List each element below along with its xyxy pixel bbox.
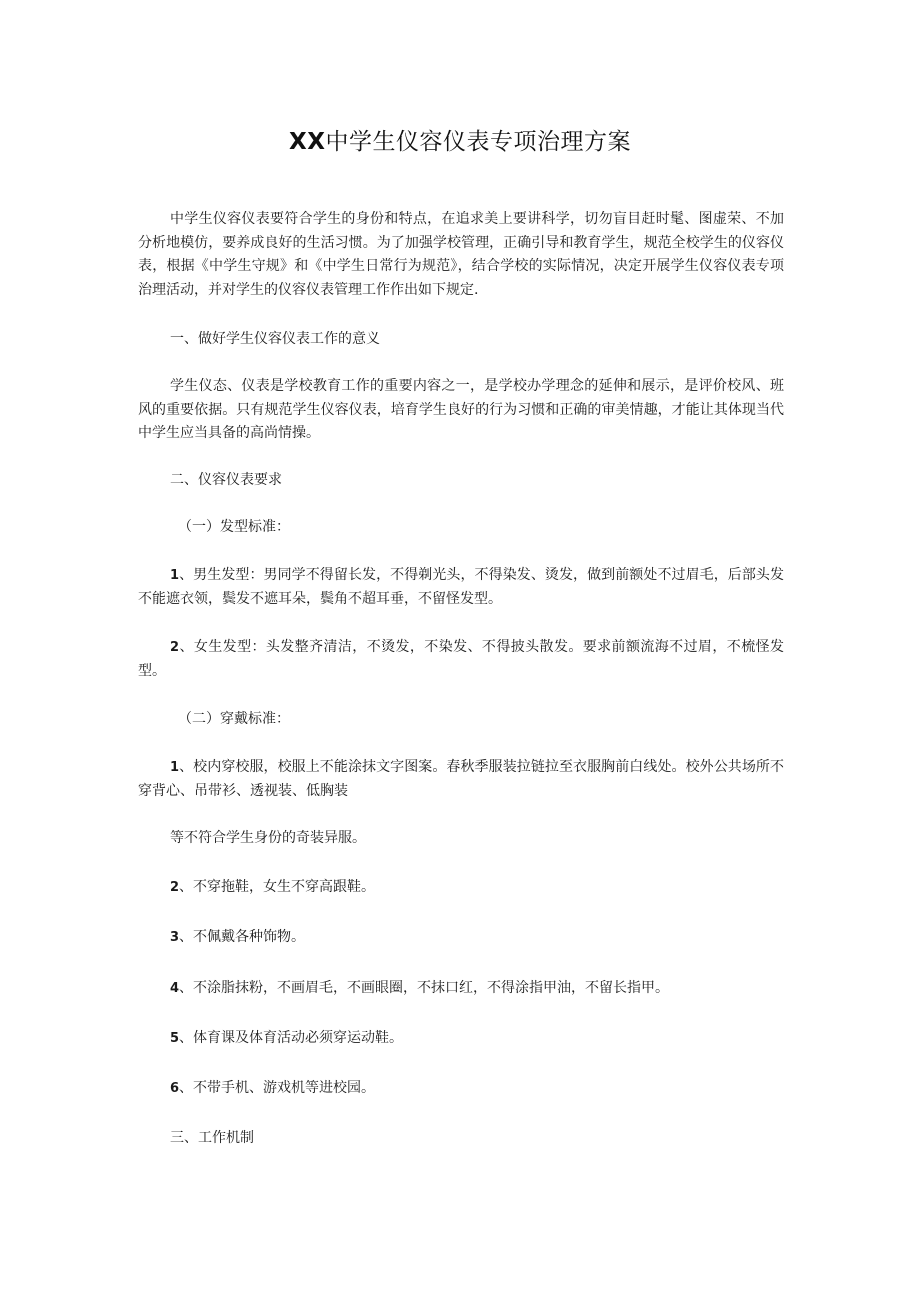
section2-heading: 二、仪容仪表要求	[170, 472, 282, 488]
dress-item-6	[170, 1077, 375, 1101]
item-number: 5	[170, 1031, 180, 1046]
section1-heading: 一、做好学生仪容仪表工作的意义	[170, 331, 380, 347]
item-text: 、校内穿校服，校服上不能涂抹文字图案。春秋季服装拉链拉至衣服胸前白线处。校外公共场所不穿背心、吊带衫、透视装、低胸装	[138, 759, 784, 799]
item-number: 1	[170, 760, 180, 775]
sub1-heading: （一）发型标准：	[178, 519, 290, 535]
item-text: 、不涂脂抹粉，不画眉毛，不画眼圈，不抹口红，不得涂指甲油，不留长指甲。	[179, 980, 670, 996]
hair-item-1	[138, 564, 784, 611]
item-number: 6	[170, 1081, 180, 1096]
dress-item-4	[170, 977, 669, 1001]
item-text: 、不佩戴各种饰物。	[179, 929, 306, 945]
dress-item-1-continued: 等不符合学生身份的奇装异服。	[170, 830, 366, 846]
item-number: 2	[170, 880, 180, 895]
document-title	[0, 126, 920, 158]
item-number: 2	[170, 640, 180, 655]
dress-item-5	[170, 1027, 403, 1051]
item-text: 、不穿拖鞋，女生不穿高跟鞋。	[179, 879, 376, 895]
intro-paragraph: 中学生仪容仪表要符合学生的身份和特点，在追求美上要讲科学，切勿盲目赶时髦、图虚荣、不加分析地模仿，要养成良好的生活习惯。为了加强学校管理，正确引导和教育学生，规范全校学生的仪容仪表，根据《中学生守规》和《中学生日常行为规范》，结合学校的实际情况，决定开展学生仪容仪表专项治理活动，并对学生的仪容仪表管理工作作出如下规定.	[138, 211, 784, 298]
item-text: 、体育课及体育活动必须穿运动鞋。	[179, 1030, 404, 1046]
item-text: 、男生发型：男同学不得留长发，不得剃光头，不得染发、烫发，做到前额处不过眉毛，后部头发不能遮衣领，鬓发不遮耳朵，鬓角不超耳垂，不留怪发型。	[138, 567, 784, 607]
dress-item-1	[138, 756, 784, 803]
title-main: 中学生仪容仪表专项治理方案	[325, 129, 631, 155]
item-text: 、不带手机、游戏机等进校园。	[179, 1080, 376, 1096]
item-number: 3	[170, 930, 180, 945]
sub2-heading: （二）穿戴标准：	[178, 711, 290, 727]
section3-heading: 三、工作机制	[170, 1130, 254, 1146]
dress-item-3	[170, 926, 305, 950]
item-text: 、女生发型：头发整齐清洁，不烫发，不染发、不得披头散发。要求前额流海不过眉，不梳怪发型。	[138, 639, 784, 679]
dress-item-2	[170, 876, 375, 900]
item-number: 4	[170, 981, 180, 996]
hair-item-2	[138, 636, 784, 683]
title-prefix: XX	[289, 129, 326, 155]
section1-body: 学生仪态、仪表是学校教育工作的重要内容之一，是学校办学理念的延伸和展示，是评价校风、班风的重要依据。只有规范学生仪容仪表，培育学生良好的行为习惯和正确的审美情趣，才能让其体现当代中学生应当具备的高尚情操。	[138, 378, 784, 441]
item-number: 1	[170, 568, 180, 583]
